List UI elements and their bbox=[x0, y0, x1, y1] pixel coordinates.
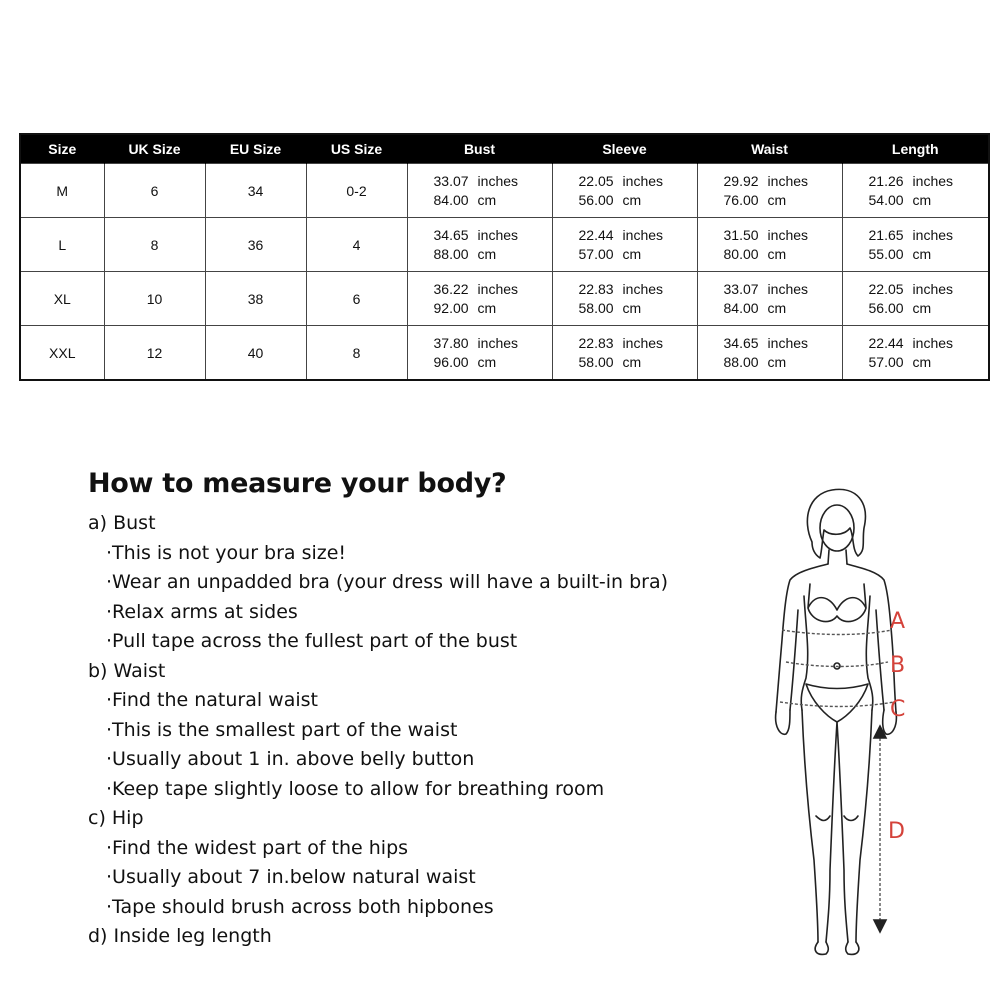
cell-waist-inches bbox=[697, 326, 842, 353]
cell-waist-cm bbox=[697, 190, 842, 218]
header-size: Size bbox=[20, 134, 104, 164]
figure-label-c: C bbox=[890, 697, 906, 722]
bust-cm-value: 88.00 bbox=[433, 246, 469, 262]
cell-us-size: 8 bbox=[306, 326, 407, 381]
length-inches-value: 21.65 bbox=[868, 227, 904, 243]
cell-us-size: 0-2 bbox=[306, 164, 407, 218]
table-row bbox=[20, 326, 989, 353]
cell-sleeve-cm bbox=[552, 244, 697, 272]
unit-cm: cm bbox=[912, 354, 932, 370]
guide-tip: ·Wear an unpadded bra (your dress will have a built-in bra) bbox=[106, 571, 669, 593]
waist-cm-value: 84.00 bbox=[723, 300, 759, 316]
guide-section-label: c) Hip bbox=[88, 807, 144, 829]
cell-bust-inches bbox=[407, 326, 552, 353]
figure-neck bbox=[828, 550, 847, 564]
measure-line-c bbox=[780, 702, 894, 707]
cell-waist-inches bbox=[697, 272, 842, 299]
header-uk-size: UK Size bbox=[104, 134, 205, 164]
unit-inches: inches bbox=[767, 227, 809, 243]
unit-inches: inches bbox=[622, 335, 664, 351]
header-us-size: US Size bbox=[306, 134, 407, 164]
arrow-bottom-icon bbox=[874, 920, 886, 932]
cell-eu-size: 40 bbox=[205, 326, 306, 381]
bust-inches-value: 36.22 bbox=[433, 281, 469, 297]
cell-length-inches bbox=[842, 218, 989, 245]
guide-tip: ·Find the widest part of the hips bbox=[106, 836, 409, 859]
waist-cm-value: 88.00 bbox=[723, 354, 759, 370]
unit-cm: cm bbox=[622, 192, 642, 208]
bust-cm-value: 92.00 bbox=[433, 300, 469, 316]
length-cm-value: 57.00 bbox=[868, 354, 904, 370]
unit-inches: inches bbox=[622, 227, 664, 243]
cell-sleeve-cm bbox=[552, 298, 697, 326]
unit-inches: inches bbox=[622, 173, 664, 189]
figure-label-b: B bbox=[890, 653, 906, 678]
guide-section-label: b) Waist bbox=[88, 659, 166, 682]
unit-inches: inches bbox=[477, 281, 519, 297]
guide-body bbox=[88, 509, 728, 952]
cell-sleeve-inches bbox=[552, 164, 697, 191]
bust-cm-value: 96.00 bbox=[433, 354, 469, 370]
figure-label-a: A bbox=[890, 609, 906, 634]
cell-waist-cm bbox=[697, 352, 842, 380]
guide-tip: ·Usually about 7 in.below natural waist bbox=[106, 866, 476, 888]
cell-length-inches bbox=[842, 326, 989, 353]
length-cm-value: 54.00 bbox=[868, 192, 904, 208]
cell-sleeve-cm bbox=[552, 190, 697, 218]
cell-us-size: 4 bbox=[306, 218, 407, 272]
waist-inches-value: 31.50 bbox=[723, 227, 759, 243]
guide-tip: ·Keep tape slightly loose to allow for breathing room bbox=[106, 777, 605, 800]
header-waist: Waist bbox=[697, 134, 842, 164]
bust-inches-value: 33.07 bbox=[433, 173, 469, 189]
unit-cm: cm bbox=[477, 246, 497, 262]
unit-inches: inches bbox=[912, 281, 954, 297]
waist-cm-value: 80.00 bbox=[723, 246, 759, 262]
unit-inches: inches bbox=[767, 335, 809, 351]
measure-line-a bbox=[782, 630, 892, 635]
unit-inches: inches bbox=[767, 173, 809, 189]
length-cm-value: 55.00 bbox=[868, 246, 904, 262]
figure-briefs bbox=[806, 684, 868, 722]
unit-cm: cm bbox=[767, 246, 787, 262]
sleeve-cm-value: 56.00 bbox=[578, 192, 614, 208]
body-measurement-figure bbox=[760, 480, 940, 960]
sleeve-inches-value: 22.83 bbox=[578, 281, 614, 297]
cell-length-cm bbox=[842, 298, 989, 326]
sleeve-cm-value: 58.00 bbox=[578, 354, 614, 370]
unit-inches: inches bbox=[912, 173, 954, 189]
figure-arm-inner bbox=[790, 610, 884, 710]
cell-length-cm bbox=[842, 244, 989, 272]
bust-cm-value: 84.00 bbox=[433, 192, 469, 208]
cell-waist-cm bbox=[697, 298, 842, 326]
cell-sleeve-cm bbox=[552, 352, 697, 380]
guide-title: How to measure your body? bbox=[88, 468, 507, 499]
cell-size: L bbox=[20, 218, 104, 272]
cell-uk-size: 12 bbox=[104, 326, 205, 381]
waist-cm-value: 76.00 bbox=[723, 192, 759, 208]
unit-cm: cm bbox=[912, 192, 932, 208]
unit-inches: inches bbox=[477, 227, 519, 243]
bust-inches-value: 34.65 bbox=[433, 227, 469, 243]
cell-length-inches bbox=[842, 164, 989, 191]
unit-inches: inches bbox=[622, 281, 664, 297]
length-cm-value: 56.00 bbox=[868, 300, 904, 316]
table-row bbox=[20, 218, 989, 245]
unit-cm: cm bbox=[912, 246, 932, 262]
cell-size: XXL bbox=[20, 326, 104, 381]
length-inches-value: 22.44 bbox=[868, 335, 904, 351]
unit-inches: inches bbox=[912, 335, 954, 351]
cell-bust-cm bbox=[407, 298, 552, 326]
unit-inches: inches bbox=[767, 281, 809, 297]
guide-tip: ·This is the smallest part of the waist bbox=[106, 718, 458, 741]
table-row bbox=[20, 164, 989, 191]
cell-bust-cm bbox=[407, 190, 552, 218]
length-inches-value: 21.26 bbox=[868, 173, 904, 189]
figure-label-d: D bbox=[888, 819, 905, 844]
unit-inches: inches bbox=[477, 335, 519, 351]
cell-size: XL bbox=[20, 272, 104, 326]
bust-inches-value: 37.80 bbox=[433, 335, 469, 351]
header-sleeve: Sleeve bbox=[552, 134, 697, 164]
cell-uk-size: 10 bbox=[104, 272, 205, 326]
sleeve-cm-value: 58.00 bbox=[578, 300, 614, 316]
sleeve-cm-value: 57.00 bbox=[578, 246, 614, 262]
cell-bust-cm bbox=[407, 244, 552, 272]
cell-length-inches bbox=[842, 272, 989, 299]
guide-tip: ·Find the natural waist bbox=[106, 689, 318, 711]
length-inches-value: 22.05 bbox=[868, 281, 904, 297]
cell-us-size: 6 bbox=[306, 272, 407, 326]
unit-cm: cm bbox=[622, 354, 642, 370]
guide-section-label: a) Bust bbox=[88, 512, 156, 534]
cell-size: M bbox=[20, 164, 104, 218]
cell-sleeve-inches bbox=[552, 272, 697, 299]
unit-cm: cm bbox=[477, 354, 497, 370]
cell-bust-inches bbox=[407, 164, 552, 191]
unit-cm: cm bbox=[622, 246, 642, 262]
figure-body-sides bbox=[801, 596, 873, 710]
guide-tip: ·This is not your bra size! bbox=[106, 541, 347, 564]
sleeve-inches-value: 22.05 bbox=[578, 173, 614, 189]
unit-cm: cm bbox=[912, 300, 932, 316]
cell-eu-size: 36 bbox=[205, 218, 306, 272]
unit-inches: inches bbox=[912, 227, 954, 243]
cell-bust-cm bbox=[407, 352, 552, 380]
figure-legs bbox=[802, 710, 872, 942]
sleeve-inches-value: 22.83 bbox=[578, 335, 614, 351]
guide-tip: ·Usually about 1 in. above belly button bbox=[106, 748, 475, 770]
unit-inches: inches bbox=[477, 173, 519, 189]
cell-waist-cm bbox=[697, 244, 842, 272]
figure-head bbox=[820, 505, 854, 551]
cell-bust-inches bbox=[407, 218, 552, 245]
size-chart-table bbox=[19, 133, 990, 381]
figure-feet bbox=[815, 942, 859, 954]
cell-uk-size: 6 bbox=[104, 164, 205, 218]
header-length: Length bbox=[842, 134, 989, 164]
cell-sleeve-inches bbox=[552, 218, 697, 245]
cell-eu-size: 34 bbox=[205, 164, 306, 218]
measure-guide bbox=[88, 468, 728, 952]
unit-cm: cm bbox=[622, 300, 642, 316]
table-row bbox=[20, 272, 989, 299]
cell-eu-size: 38 bbox=[205, 272, 306, 326]
cell-uk-size: 8 bbox=[104, 218, 205, 272]
sleeve-inches-value: 22.44 bbox=[578, 227, 614, 243]
cell-length-cm bbox=[842, 352, 989, 380]
figure-bra bbox=[808, 584, 866, 622]
unit-cm: cm bbox=[477, 300, 497, 316]
figure-knees bbox=[816, 816, 858, 821]
header-eu-size: EU Size bbox=[205, 134, 306, 164]
waist-inches-value: 33.07 bbox=[723, 281, 759, 297]
waist-inches-value: 34.65 bbox=[723, 335, 759, 351]
cell-waist-inches bbox=[697, 218, 842, 245]
waist-inches-value: 29.92 bbox=[723, 173, 759, 189]
guide-section-label: d) Inside leg length bbox=[88, 925, 272, 947]
cell-sleeve-inches bbox=[552, 326, 697, 353]
guide-tip: ·Relax arms at sides bbox=[106, 600, 298, 623]
cell-bust-inches bbox=[407, 272, 552, 299]
unit-cm: cm bbox=[767, 300, 787, 316]
unit-cm: cm bbox=[767, 354, 787, 370]
guide-tip: ·Pull tape across the fullest part of the bust bbox=[106, 630, 518, 652]
cell-length-cm bbox=[842, 190, 989, 218]
header-bust: Bust bbox=[407, 134, 552, 164]
unit-cm: cm bbox=[477, 192, 497, 208]
guide-tip: ·Tape should brush across both hipbones bbox=[106, 895, 494, 918]
unit-cm: cm bbox=[767, 192, 787, 208]
size-chart-header bbox=[20, 134, 989, 164]
figure-hair bbox=[807, 489, 865, 558]
cell-waist-inches bbox=[697, 164, 842, 191]
